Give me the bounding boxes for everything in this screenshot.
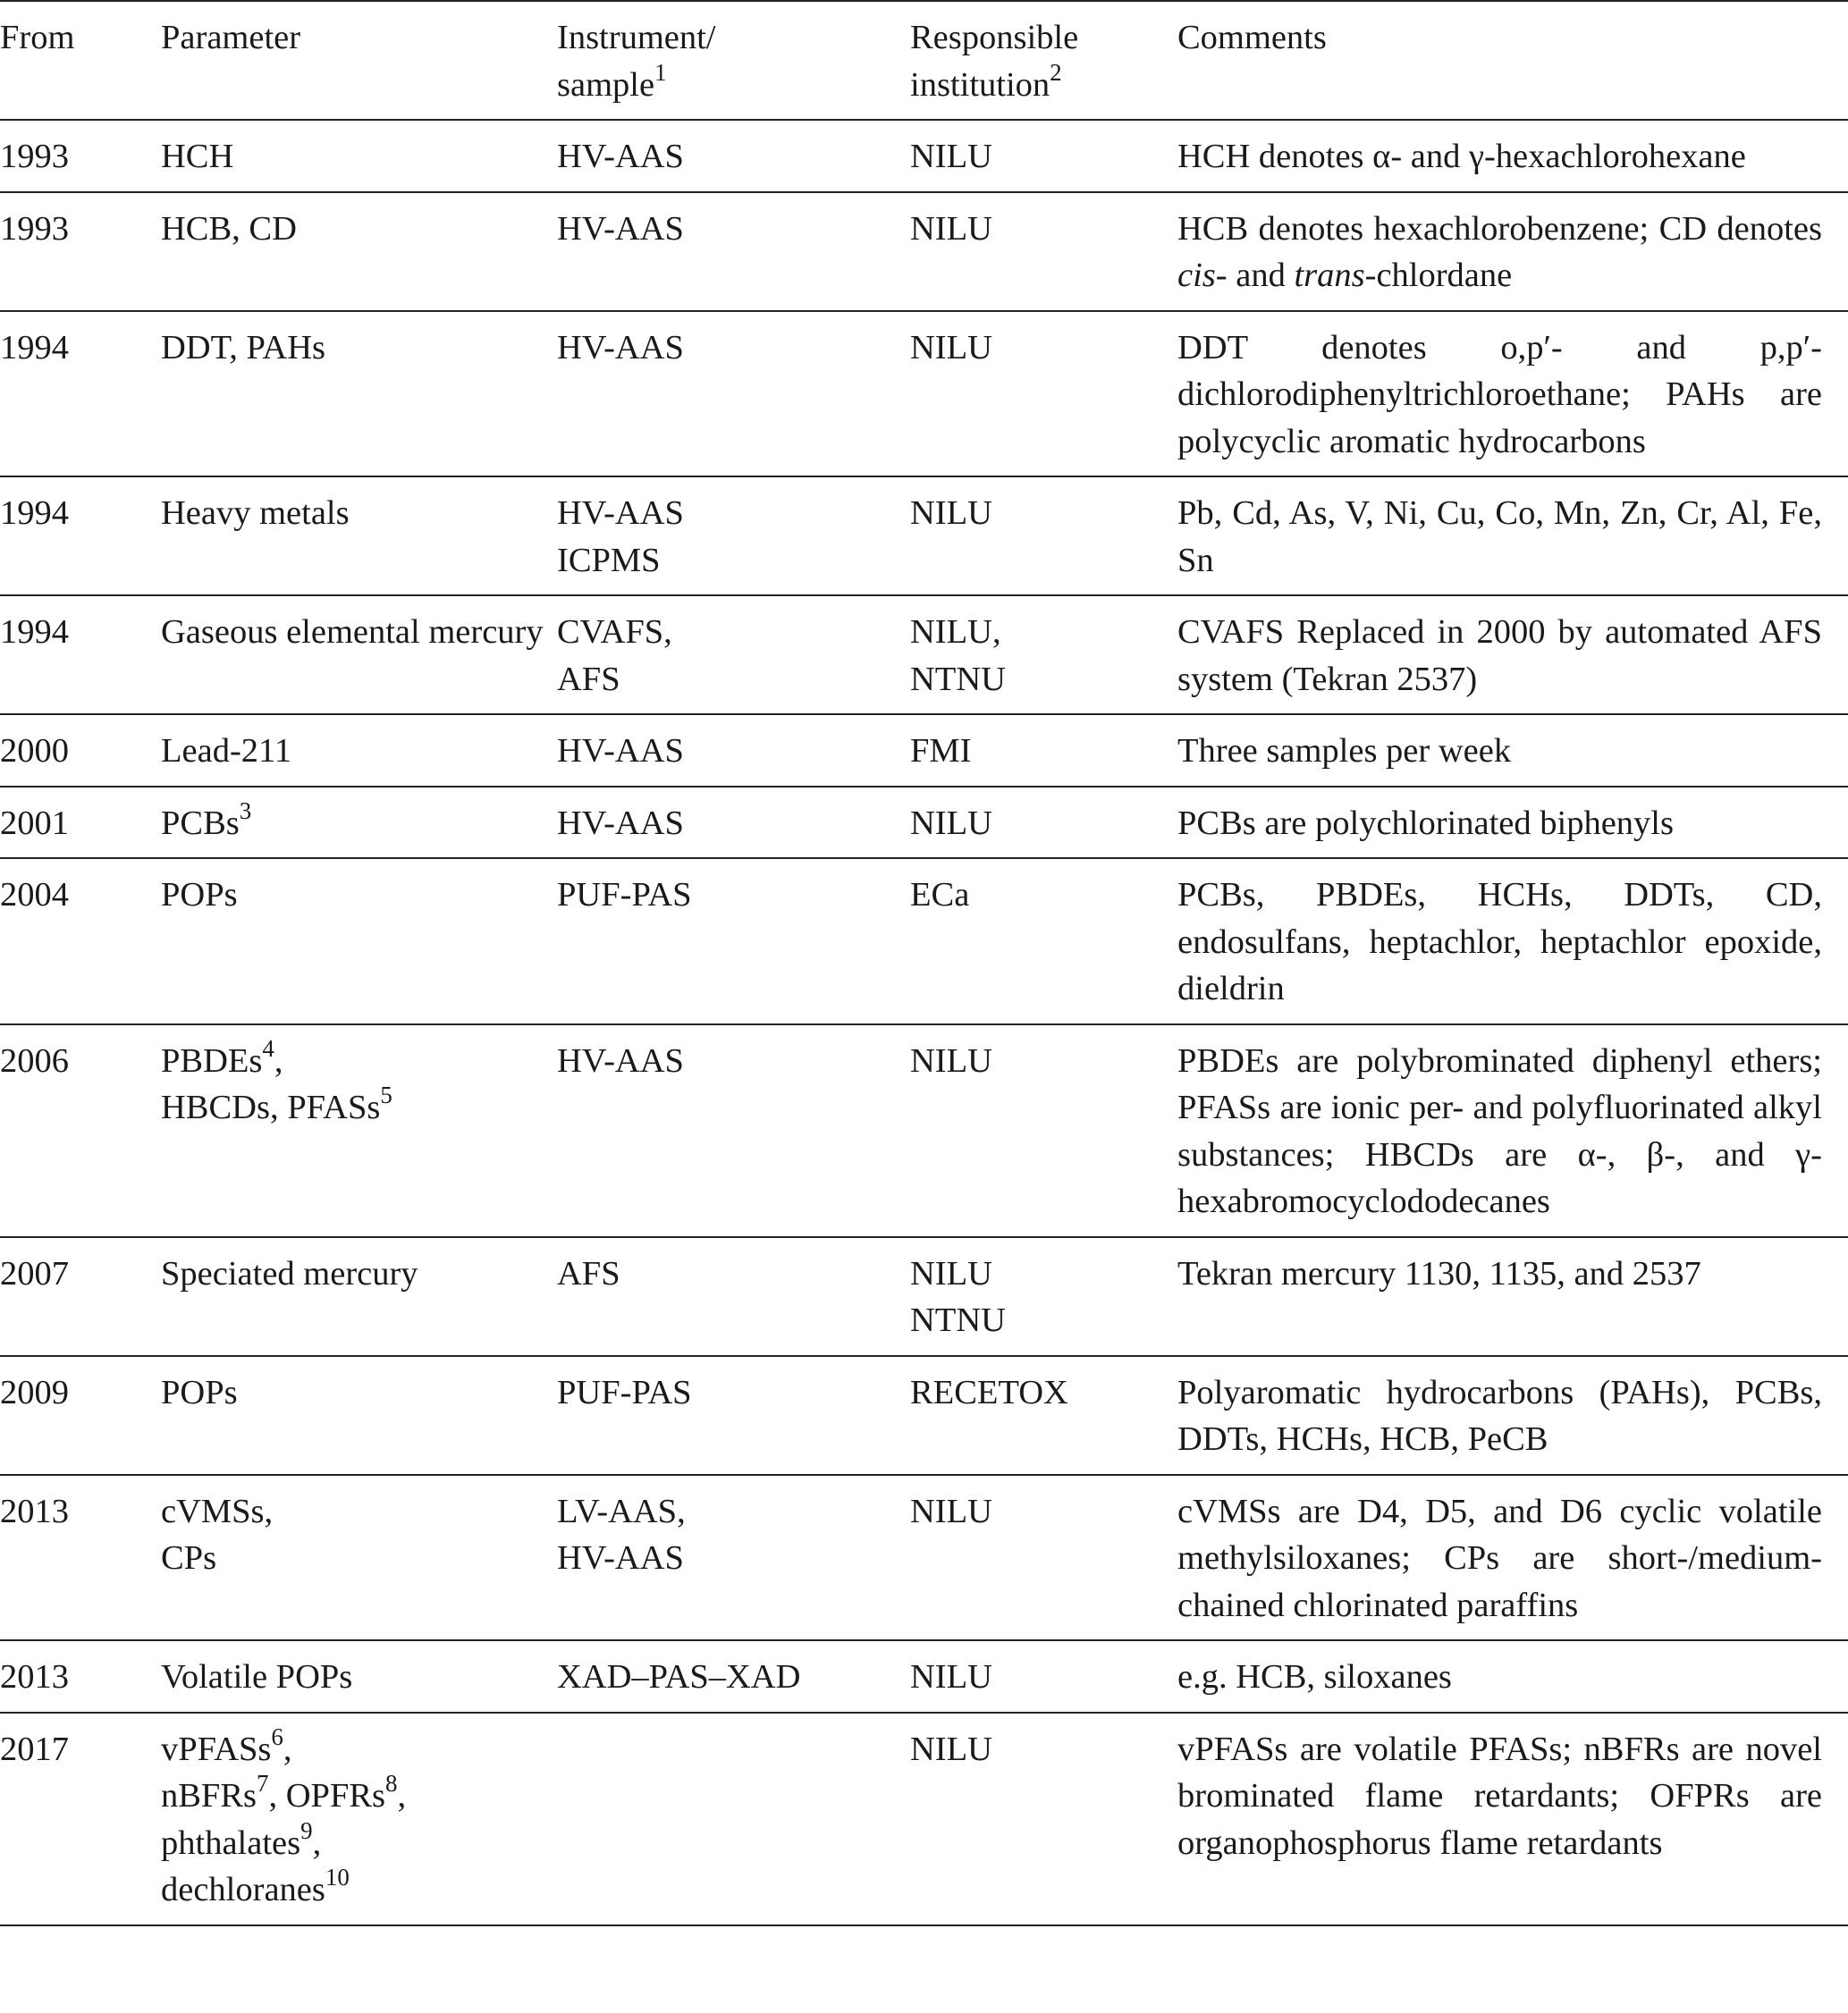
footnote-marker: 3 — [239, 796, 252, 824]
cell-institution — [910, 595, 1177, 714]
table-row — [0, 1713, 1848, 1925]
footnote-marker: 2 — [1050, 58, 1062, 86]
cell-from: 1994 — [0, 494, 69, 532]
cell-parameter: Heavy metals — [161, 494, 350, 532]
cell-parameter: POPs — [161, 1373, 238, 1411]
cell-instrument — [557, 1475, 910, 1641]
cell-instrument-line: LV-AAS, — [557, 1492, 686, 1530]
cell-institution: NILU — [910, 1041, 992, 1080]
footnote-marker: 7 — [257, 1770, 269, 1798]
parameter-text: vPFASs — [161, 1730, 272, 1768]
parameter-text: , — [397, 1777, 407, 1815]
comment-text: - and — [1215, 257, 1295, 294]
cell-parameter: HCB, CD — [161, 209, 297, 248]
footnote-marker: 10 — [325, 1864, 350, 1891]
cell-institution: ECa — [910, 876, 970, 914]
table-body — [0, 120, 1848, 1925]
header-parameter: Parameter — [161, 19, 301, 56]
table-row — [0, 311, 1848, 477]
cell-institution — [910, 1237, 1177, 1356]
cell-parameter: Lead-211 — [161, 732, 292, 770]
parameter-text: PCBs — [161, 804, 240, 842]
cell-instrument-line: AFS — [557, 660, 620, 698]
cell-comments: Tekran mercury 1130, 1135, and 2537 — [1177, 1254, 1701, 1293]
cell-instrument — [557, 1713, 910, 1925]
cell-instrument: PUF-PAS — [557, 1373, 692, 1411]
cell-from: 2000 — [0, 732, 69, 770]
parameter-text: phthalates — [161, 1823, 301, 1862]
comment-italic-term: trans — [1294, 257, 1365, 294]
parameter-line — [161, 1816, 557, 1867]
footnote-marker: 5 — [380, 1082, 392, 1109]
footnote-marker: 4 — [262, 1034, 274, 1062]
cell-comments: vPFASs are volatile PFASs; nBFRs are novel brominated flame retardants; OFPRs are organophosphorus flame retardants — [1177, 1730, 1822, 1862]
cell-comments: PBDEs are polybrominated diphenyl ethers; PFASs are ionic per- and polyfluorinated alkyl substances; HBCDs are α-, β-, and γ-hexabromocyclododecanes — [1177, 1041, 1822, 1220]
cell-comments: Three samples per week — [1177, 732, 1512, 770]
cell-from: 1993 — [0, 138, 69, 175]
cell-instrument: HV-AAS — [557, 1041, 684, 1080]
header-instrument — [557, 1, 910, 120]
cell-parameter: DDT, PAHs — [161, 328, 325, 366]
cell-from: 2006 — [0, 1041, 69, 1080]
cell-from: 2013 — [0, 1658, 69, 1696]
parameter-line: CPs — [161, 1539, 217, 1577]
cell-instrument: HV-AAS — [557, 732, 684, 770]
cell-from: 1994 — [0, 613, 69, 651]
cell-comments: Polyaromatic hydrocarbons (PAHs), PCBs, DDTs, HCHs, HCB, PeCB — [1177, 1373, 1822, 1458]
table-row — [0, 1024, 1848, 1237]
parameter-text: dechloranes — [161, 1871, 325, 1908]
table-row — [0, 858, 1848, 1024]
cell-parameter — [161, 1475, 557, 1641]
parameter-text: HBCDs, PFASs — [161, 1089, 381, 1126]
cell-institution: NILU — [910, 1658, 992, 1696]
table-row — [0, 787, 1848, 859]
header-institution — [910, 1, 1177, 120]
table-row — [0, 714, 1848, 787]
table-row — [0, 192, 1848, 311]
cell-institution-line: NILU — [910, 1254, 992, 1293]
table-row — [0, 1475, 1848, 1641]
table-row — [0, 1237, 1848, 1356]
cell-instrument-line: HV-AAS — [557, 1539, 684, 1577]
cell-comments: Pb, Cd, As, V, Ni, Cu, Co, Mn, Zn, Cr, Al, Fe, Sn — [1177, 494, 1822, 579]
header-instrument-line2 — [557, 58, 910, 109]
cell-comments: cVMSs are D4, D5, and D6 cyclic volatile methylsiloxanes; CPs are short-/medium-chained chlorinated paraffins — [1177, 1492, 1822, 1624]
cell-institution: NILU — [910, 804, 992, 842]
header-institution-line1: Responsible — [910, 19, 1079, 56]
cell-parameter: Volatile POPs — [161, 1658, 353, 1696]
cell-comments: DDT denotes o,p′- and p,p′-dichlorodiphenyltrichloroethane; PAHs are polycyclic aromatic hydrocarbons — [1177, 328, 1822, 460]
header-institution-text: institution — [910, 65, 1051, 104]
comment-italic-term: cis — [1177, 257, 1216, 294]
table-row — [0, 120, 1848, 192]
cell-comments: HCH denotes α- and γ-hexachlorohexane — [1177, 138, 1746, 175]
footnote-marker: 8 — [385, 1770, 398, 1798]
cell-institution-line: NILU, — [910, 613, 1001, 651]
cell-instrument: XAD–PAS–XAD — [557, 1658, 801, 1696]
cell-institution: NILU — [910, 138, 992, 175]
comment-text: HCB denotes hexachlorobenzene; CD denotes — [1177, 209, 1822, 248]
table-row — [0, 476, 1848, 595]
cell-instrument: PUF-PAS — [557, 876, 692, 914]
cell-from: 2004 — [0, 876, 69, 914]
cell-institution: RECETOX — [910, 1373, 1068, 1411]
comment-text: -chlordane — [1364, 257, 1513, 294]
cell-institution: NILU — [910, 1730, 992, 1768]
cell-institution: NILU — [910, 1492, 992, 1530]
parameter-line: cVMSs, — [161, 1492, 274, 1530]
cell-parameter: Speciated mercury — [161, 1254, 418, 1293]
cell-parameter — [161, 1024, 557, 1237]
cell-instrument: AFS — [557, 1254, 620, 1293]
header-row — [0, 1, 1848, 120]
cell-instrument: HV-AAS — [557, 138, 684, 175]
cell-from: 2009 — [0, 1373, 69, 1411]
cell-institution: NILU — [910, 209, 992, 248]
cell-from: 1994 — [0, 328, 69, 366]
cell-institution: NILU — [910, 494, 992, 532]
parameter-line — [161, 1722, 557, 1773]
cell-parameter — [161, 1713, 557, 1925]
cell-instrument — [557, 595, 910, 714]
cell-parameter: HCH — [161, 138, 234, 175]
cell-comments: PCBs are polychlorinated biphenyls — [1177, 804, 1674, 842]
cell-comments: e.g. HCB, siloxanes — [1177, 1658, 1452, 1696]
parameter-line — [161, 1866, 557, 1914]
cell-institution: NILU — [910, 328, 992, 366]
footnote-marker: 6 — [271, 1722, 283, 1750]
table-row — [0, 595, 1848, 714]
header-comments: Comments — [1177, 19, 1327, 56]
parameter-text: nBFRs — [161, 1777, 257, 1815]
footnote-marker: 1 — [654, 58, 667, 86]
header-institution-line2 — [910, 58, 1177, 109]
parameter-text: , — [274, 1041, 283, 1080]
table-row — [0, 1356, 1848, 1475]
cell-instrument: HV-AAS — [557, 804, 684, 842]
cell-instrument: HV-AAS — [557, 328, 684, 366]
cell-comments — [1177, 192, 1848, 311]
cell-institution-line: NTNU — [910, 1301, 1006, 1339]
header-from: From — [0, 19, 75, 56]
footnote-marker: 9 — [300, 1816, 313, 1844]
cell-institution: FMI — [910, 732, 972, 770]
header-instrument-line1: Instrument/ — [557, 19, 716, 56]
table-header — [0, 1, 1848, 120]
parameter-text: , — [283, 1730, 292, 1768]
cell-instrument-line: CVAFS, — [557, 613, 672, 651]
parameter-text: PBDEs — [161, 1041, 263, 1080]
parameter-text: , OPFRs — [268, 1777, 386, 1815]
cell-from: 2013 — [0, 1492, 69, 1530]
cell-instrument-line: ICPMS — [557, 541, 661, 579]
parameter-text: , — [312, 1823, 322, 1862]
parameter-line — [161, 1770, 557, 1820]
cell-from: 2017 — [0, 1730, 69, 1768]
cell-parameter: POPs — [161, 876, 238, 914]
cell-parameter: Gaseous elemental mercury — [161, 613, 544, 651]
table-row — [0, 1640, 1848, 1713]
cell-from: 2007 — [0, 1254, 69, 1293]
parameter-line — [161, 1034, 557, 1085]
cell-from: 2001 — [0, 804, 69, 842]
cell-instrument: HV-AAS — [557, 209, 684, 248]
cell-parameter — [161, 787, 557, 859]
cell-instrument-line: HV-AAS — [557, 494, 684, 532]
header-instrument-text: sample — [557, 65, 655, 104]
cell-instrument — [557, 476, 910, 595]
cell-comments: CVAFS Replaced in 2000 by automated AFS system (Tekran 2537) — [1177, 613, 1822, 698]
cell-comments: PCBs, PBDEs, HCHs, DDTs, CD, endosulfans, heptachlor, heptachlor epoxide, dieldrin — [1177, 876, 1822, 1007]
cell-institution-line: NTNU — [910, 660, 1006, 698]
parameter-line — [161, 1084, 557, 1132]
cell-from: 1993 — [0, 209, 69, 248]
